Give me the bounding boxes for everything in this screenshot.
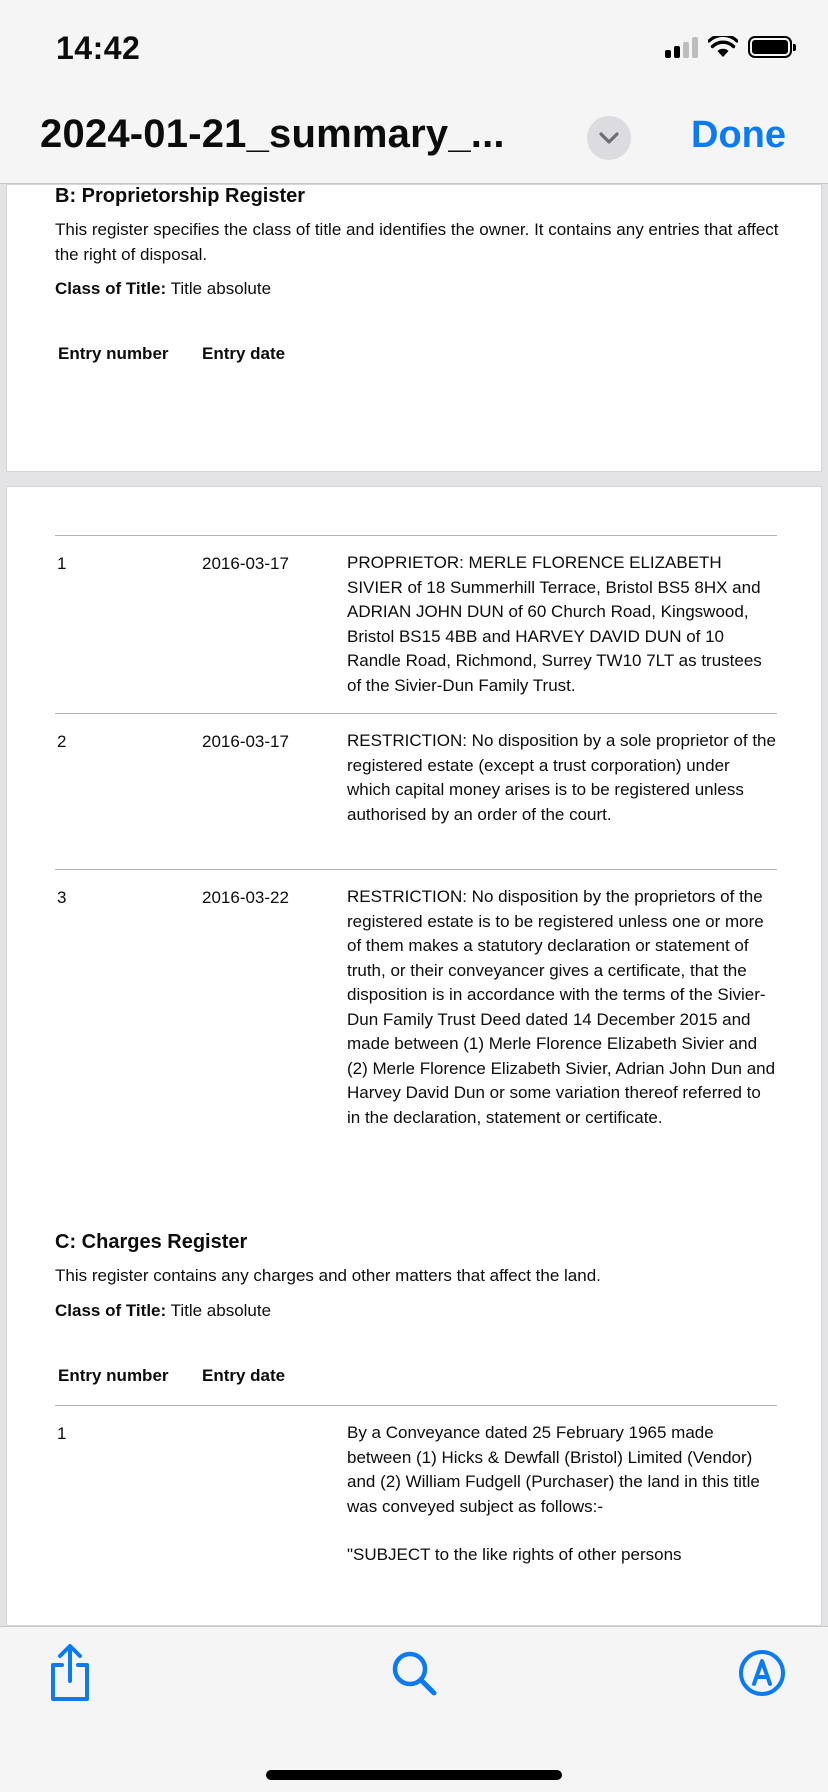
done-button[interactable]: Done — [691, 114, 786, 156]
entry-number: 3 — [57, 888, 67, 907]
entry-text: PROPRIETOR: MERLE FLORENCE ELIZABETH SIVIER of 18 Summerhill Terrace, Bristol BS5 8HX and ADRIAN JOHN DUN of 60 Church Road, Kingswood, Bristol BS15 4BB and HARVEY DAVID DUN of 10 Randle Road, Richmond, Surrey TW10 7LT as trustees of the Sivier-Dun Family Trust. — [347, 553, 762, 695]
section-heading: B: Proprietorship Register — [55, 185, 306, 207]
class-of-title-value: Title absolute — [170, 1301, 272, 1320]
table-divider — [55, 1405, 777, 1406]
search-button[interactable] — [382, 1641, 446, 1705]
entry-number: 1 — [57, 554, 67, 573]
document-page — [6, 486, 822, 1626]
entry-text-paragraph: By a Conveyance dated 25 February 1965 made between (1) Hicks & Dewfall (Bristol) Limited (Vendor) and (2) William Fudgell (Purchaser) the land in this title was conveyed subject as follows:- — [347, 1423, 760, 1516]
class-of-title-value: Title absolute — [170, 279, 272, 298]
wifi-icon — [708, 36, 738, 58]
section-description: This register specifies the class of title and identifies the owner. It contains any entries that affect the right of disposal. — [55, 220, 779, 264]
entry-text — [347, 1421, 777, 1568]
class-of-title — [55, 1301, 271, 1321]
cellular-signal-icon — [665, 36, 698, 58]
entry-date: 2016-03-17 — [202, 732, 289, 751]
chevron-down-icon — [598, 131, 620, 145]
column-header-entry-date: Entry date — [202, 344, 286, 363]
class-of-title-label: Class of Title: — [55, 1301, 167, 1320]
entry-text: RESTRICTION: No disposition by a sole proprietor of the registered estate (except a trust corporation) under which capital money arises is to be registered unless authorised by an order of the court. — [347, 731, 776, 824]
status-bar — [0, 0, 828, 98]
document-title[interactable]: 2024-01-21_summary_... — [40, 112, 505, 156]
column-header-entry-date: Entry date — [202, 1366, 286, 1385]
table-divider — [55, 535, 777, 536]
section-heading: C: Charges Register — [55, 1231, 248, 1253]
share-icon — [45, 1643, 95, 1703]
status-icons — [665, 36, 792, 58]
share-button[interactable] — [38, 1641, 102, 1705]
entry-text: RESTRICTION: No disposition by the proprietors of the registered estate is to be registered unless one or more of them makes a statutory declaration or statement of truth, or their conveyancer gives a certificate, that the disposition is in accordance with the terms of the Sivier-Dun Family Trust Deed dated 14 December 2015 and made between (1) Merle Florence Elizabeth Sivier and (2) Merle Florence Elizabeth Sivier, Adrian John Dun and Harvey David Dun or some variation thereof referred to in the declaration, statement or certificate. — [347, 887, 776, 1127]
entry-number: 2 — [57, 732, 67, 751]
table-divider — [55, 869, 777, 870]
entry-date: 2016-03-17 — [202, 554, 289, 573]
section-description: This register contains any charges and other matters that affect the land. — [55, 1266, 601, 1285]
search-icon — [390, 1649, 438, 1697]
class-of-title-label: Class of Title: — [55, 279, 167, 298]
bottom-toolbar — [0, 1626, 828, 1792]
table-divider — [55, 713, 777, 714]
column-header-entry-number: Entry number — [58, 344, 169, 363]
entry-date: 2016-03-22 — [202, 888, 289, 907]
column-header-entry-number: Entry number — [58, 1366, 169, 1385]
entry-text-paragraph: "SUBJECT to the like rights of other persons — [347, 1545, 682, 1564]
entry-number: 1 — [57, 1424, 67, 1443]
markup-button[interactable] — [730, 1641, 794, 1705]
title-menu-button[interactable] — [587, 116, 631, 160]
document-page — [6, 184, 822, 472]
battery-icon — [748, 36, 792, 58]
class-of-title — [55, 279, 271, 299]
document-header — [0, 98, 828, 184]
status-time: 14:42 — [56, 30, 141, 66]
home-indicator[interactable] — [266, 1770, 562, 1780]
markup-icon — [737, 1648, 787, 1698]
